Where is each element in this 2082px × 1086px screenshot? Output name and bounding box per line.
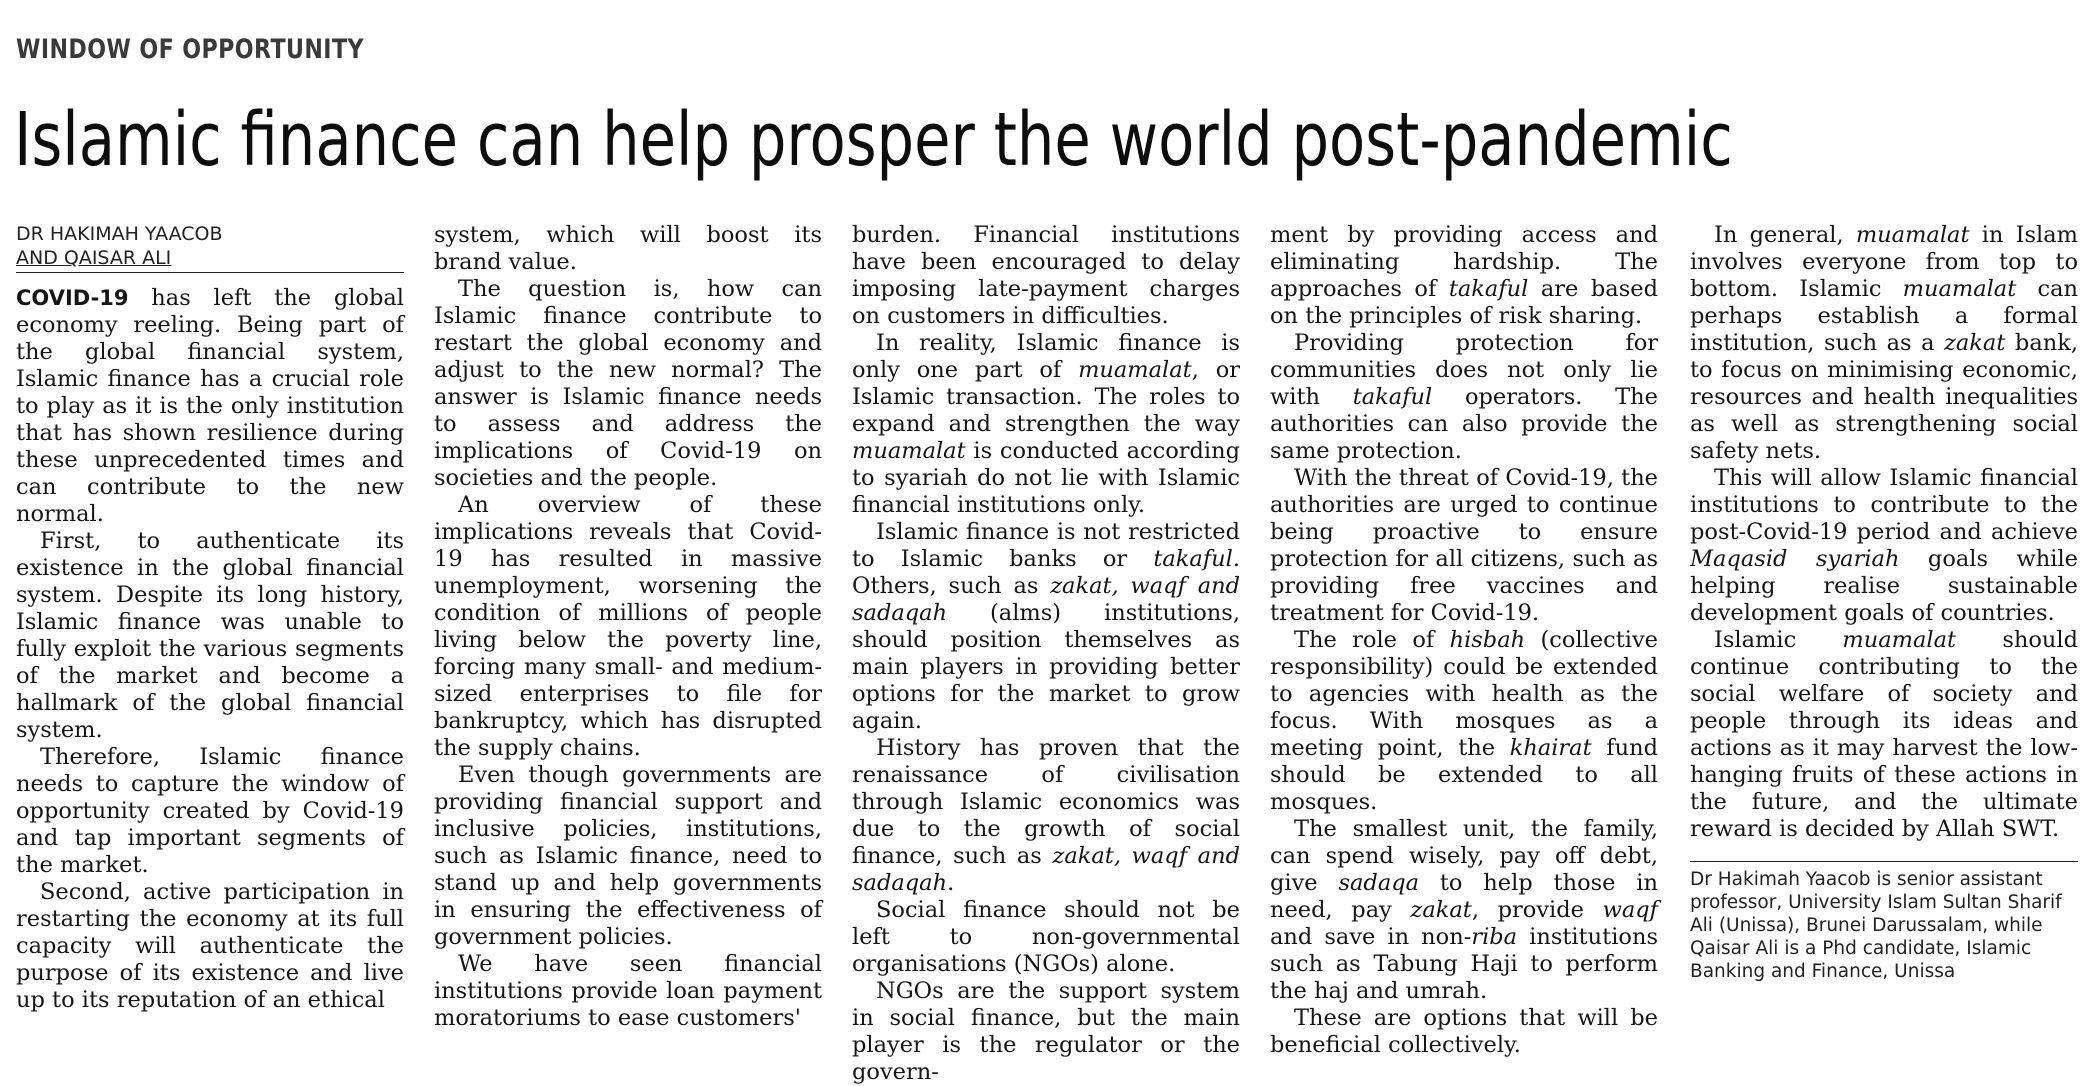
paragraph: COVID-19 has left the global economy reeling. Being part of the global financial system, Islamic finance has a crucial role to play as it is the only institution that has shown resilience during these unprecedented times and can contribute to the new normal.	[16, 285, 404, 527]
paragraph: Even though governments are providing financial support and inclusive policies, institutions, such as Islamic finance, need to stand up and help governments in ensuring the effectiveness of government policies.	[434, 762, 822, 950]
paragraph: The question is, how can Islamic finance contribute to restart the global economy and adjust to the new normal? The answer is Islamic finance needs to assess and address the implications of Covid-19 on societies and the people.	[434, 276, 822, 491]
paragraph: Social finance should not be left to non-governmental organisations (NGOs) alone.	[852, 897, 1240, 977]
section-kicker: WINDOW OF OPPORTUNITY	[16, 34, 364, 65]
article-column-5	[1690, 222, 2078, 983]
paragraph: History has proven that the renaissance of civilisation through Islamic economics was due to the growth of social finance, such as zakat, waqf and sadaqah.	[852, 735, 1240, 896]
paragraph: NGOs are the support system in social finance, but the main player is the regulator or the govern-	[852, 978, 1240, 1085]
paragraph: burden. Financial institutions have been encouraged to delay imposing late-payment charges on customers in difficulties.	[852, 222, 1240, 329]
paragraph: Therefore, Islamic finance needs to capture the window of opportunity created by Covid-19 and tap important segments of the market.	[16, 744, 404, 878]
byline-author-2: AND QAISAR ALI	[16, 247, 172, 269]
author-bio: Dr Hakimah Yaacob is senior assistant professor, University Islam Sultan Sharif Ali (Unissa), Brunei Darussalam, while Qaisar Ali is a Phd candidate, Islamic Banking and Finance, Unissa	[1690, 861, 2078, 983]
paragraph: The smallest unit, the family, can spend wisely, pay off debt, give sadaqa to help those in need, pay zakat, provide waqf and save in non-riba institutions such as Tabung Haji to perform the haj and umrah.	[1270, 816, 1658, 1004]
paragraph: Providing protection for communities does not only lie with takaful operators. The authorities can also provide the same protection.	[1270, 330, 1658, 464]
article-headline: Islamic finance can help prosper the world post-pandemic	[14, 97, 1733, 183]
paragraph: system, which will boost its brand value.	[434, 222, 822, 275]
byline-author-1: DR HAKIMAH YAACOB	[16, 223, 223, 245]
paragraph: With the threat of Covid-19, the authorities are urged to continue being proactive to ensure protection for all citizens, such as providing free vaccines and treatment for Covid-19.	[1270, 465, 1658, 626]
article-column-1	[16, 222, 404, 1014]
paragraph: In general, muamalat in Islam involves everyone from top to bottom. Islamic muamalat can perhaps establish a formal institution, such as a zakat bank, to focus on minimising economic, resources and health inequalities as well as strengthening social safety nets.	[1690, 222, 2079, 464]
paragraph: ment by providing access and eliminating hardship. The approaches of takaful are based on the principles of risk sharing.	[1270, 222, 1658, 329]
paragraph: We have seen financial institutions provide loan payment moratoriums to ease customers'	[434, 951, 822, 1031]
paragraph: Islamic muamalat should continue contributing to the social welfare of society and people through its ideas and actions as it may harvest the low-hanging fruits of these actions in the future, and the ultimate reward is decided by Allah SWT.	[1690, 627, 2078, 842]
paragraph: Islamic finance is not restricted to Islamic banks or takaful. Others, such as zakat, waqf and sadaqah (alms) institutions, should position themselves as main players in providing better options for the market to grow again.	[852, 519, 1240, 734]
paragraph: First, to authenticate its existence in the global financial system. Despite its long history, Islamic finance was unable to fully exploit the various segments of the market and become a hallmark of the global financial system.	[16, 528, 404, 743]
paragraph: Second, active participation in restarting the economy at its full capacity will authenticate the purpose of its existence and live up to its reputation of an ethical	[16, 879, 404, 1013]
paragraph: In reality, Islamic finance is only one part of muamalat, or Islamic transaction. The roles to expand and strengthen the way muamalat is conducted according to syariah do not lie with Islamic financial institutions only.	[852, 330, 1240, 518]
article-column-2	[434, 222, 822, 1032]
paragraph: An overview of these implications reveals that Covid-19 has resulted in massive unemployment, worsening the condition of millions of people living below the poverty line, forcing many small- and medium-sized enterprises to file for bankruptcy, which has disrupted the supply chains.	[434, 492, 822, 761]
paragraph: The role of hisbah (collective responsibility) could be extended to agencies with health as the focus. With mosques as a meeting point, the khairat fund should be extended to all mosques.	[1270, 627, 1658, 815]
article-column-4	[1270, 222, 1658, 1059]
paragraph: These are options that will be beneficial collectively.	[1270, 1005, 1658, 1058]
paragraph: This will allow Islamic financial institutions to contribute to the post-Covid-19 period and achieve Maqasid syariah goals while helping realise sustainable development goals of countries.	[1690, 465, 2078, 626]
byline	[16, 222, 404, 273]
lead-word: COVID-19	[16, 286, 129, 310]
article-column-3	[852, 222, 1240, 1086]
